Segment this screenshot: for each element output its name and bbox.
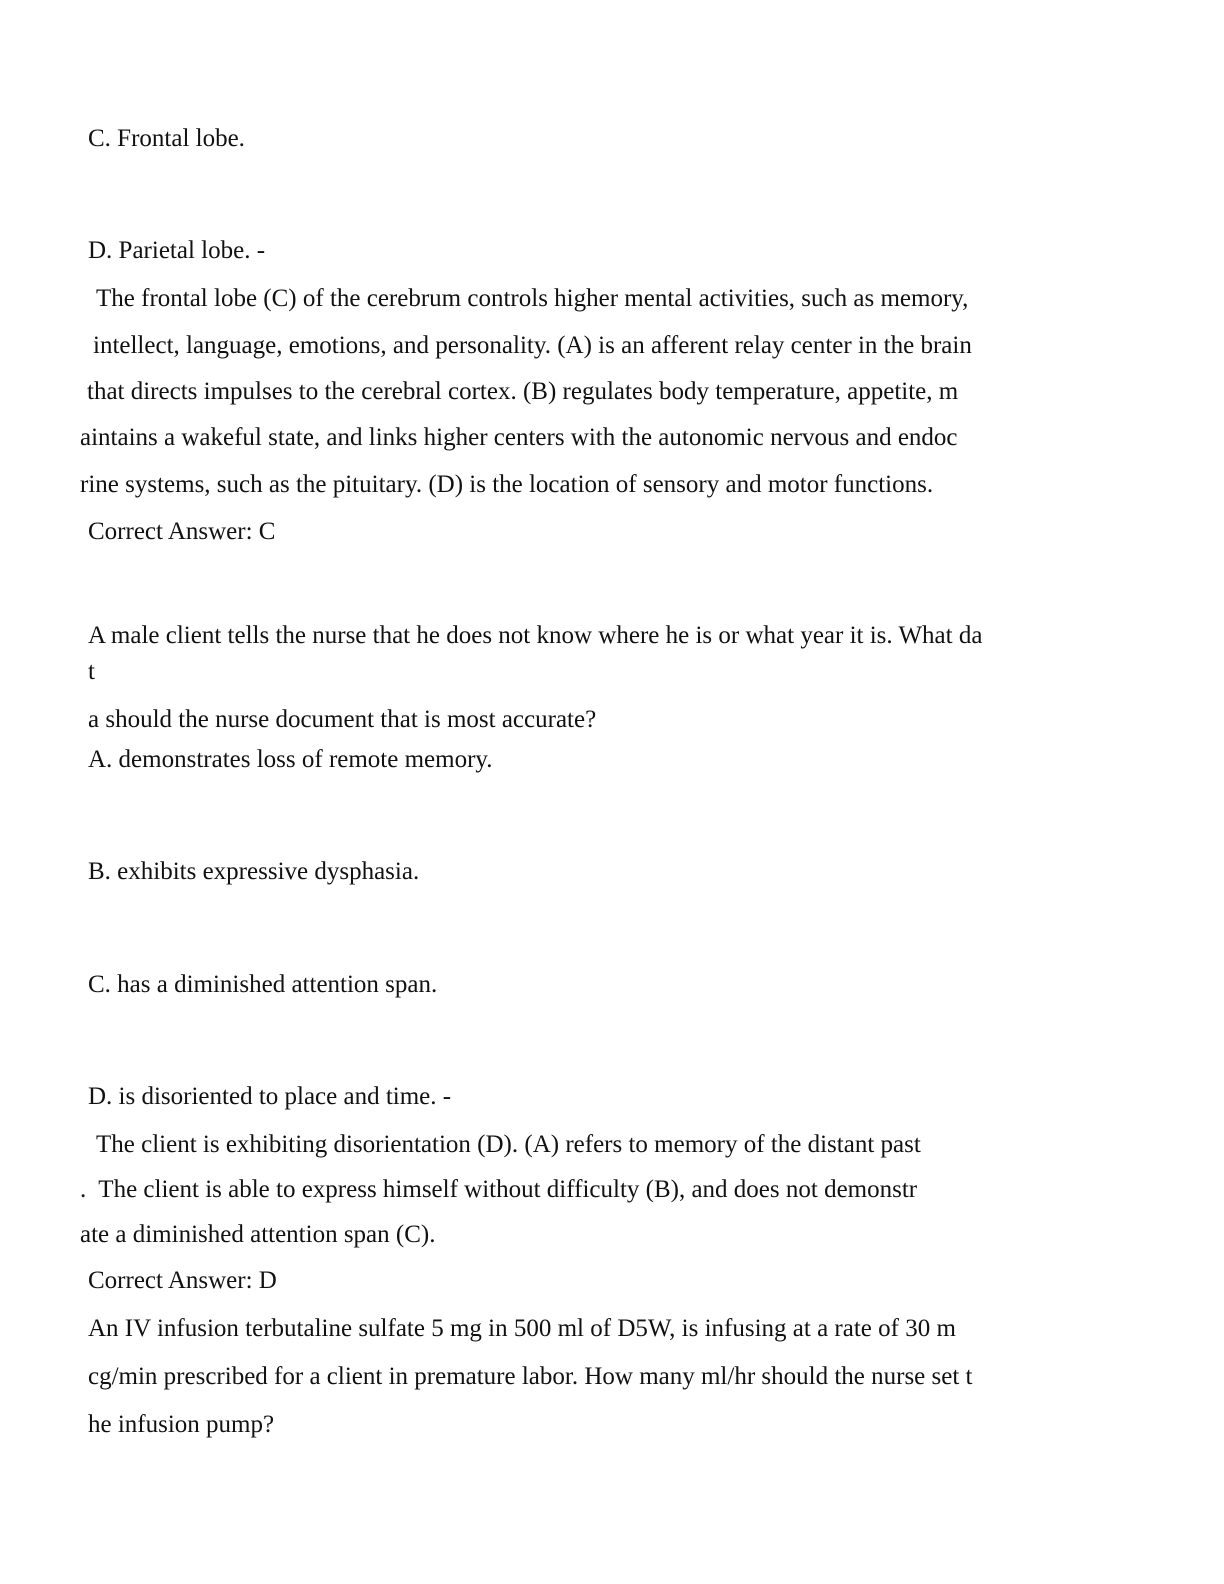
rationale-2-line-2: . The client is able to express himself without difficulty (B), and does not demonstr: [80, 1176, 918, 1203]
rationale-line-5: rine systems, such as the pituitary. (D) is the location of sensory and motor functions.: [80, 471, 934, 498]
option-c: C. has a diminished attention span.: [88, 971, 438, 998]
correct-answer-c: Correct Answer: C: [88, 518, 276, 545]
rationale-2-line-3: ate a diminished attention span (C).: [80, 1221, 436, 1248]
question-3-line-1: An IV infusion terbutaline sulfate 5 mg in 500 ml of D5W, is infusing at a rate of 30 m: [88, 1315, 956, 1342]
rationale-line-3: that directs impulses to the cerebral cortex. (B) regulates body temperature, appetite, m: [87, 378, 959, 405]
question-2-line-2: t: [88, 658, 95, 685]
correct-answer-d: Correct Answer: D: [88, 1267, 277, 1294]
question-2-line-1: A male client tells the nurse that he does not know where he is or what year it is. What da: [88, 622, 983, 649]
option-a: A. demonstrates loss of remote memory.: [88, 746, 493, 773]
option-d-parietal-lobe: D. Parietal lobe. -: [88, 237, 266, 264]
rationale-line-2: intellect, language, emotions, and personality. (A) is an afferent relay center in the brain: [93, 332, 972, 359]
rationale-2-line-1: The client is exhibiting disorientation (D). (A) refers to memory of the distant past: [96, 1131, 921, 1158]
option-c-frontal-lobe: C. Frontal lobe.: [88, 125, 245, 152]
question-2-line-3: a should the nurse document that is most accurate?: [88, 706, 597, 733]
option-d: D. is disoriented to place and time. -: [88, 1083, 452, 1110]
question-3-line-2: cg/min prescribed for a client in premature labor. How many ml/hr should the nurse set t: [88, 1363, 973, 1390]
option-b: B. exhibits expressive dysphasia.: [88, 858, 420, 885]
question-3-line-3: he infusion pump?: [88, 1411, 275, 1438]
rationale-line-4: aintains a wakeful state, and links higher centers with the autonomic nervous and endoc: [80, 424, 958, 451]
rationale-line-1: The frontal lobe (C) of the cerebrum controls higher mental activities, such as memory,: [96, 285, 969, 312]
